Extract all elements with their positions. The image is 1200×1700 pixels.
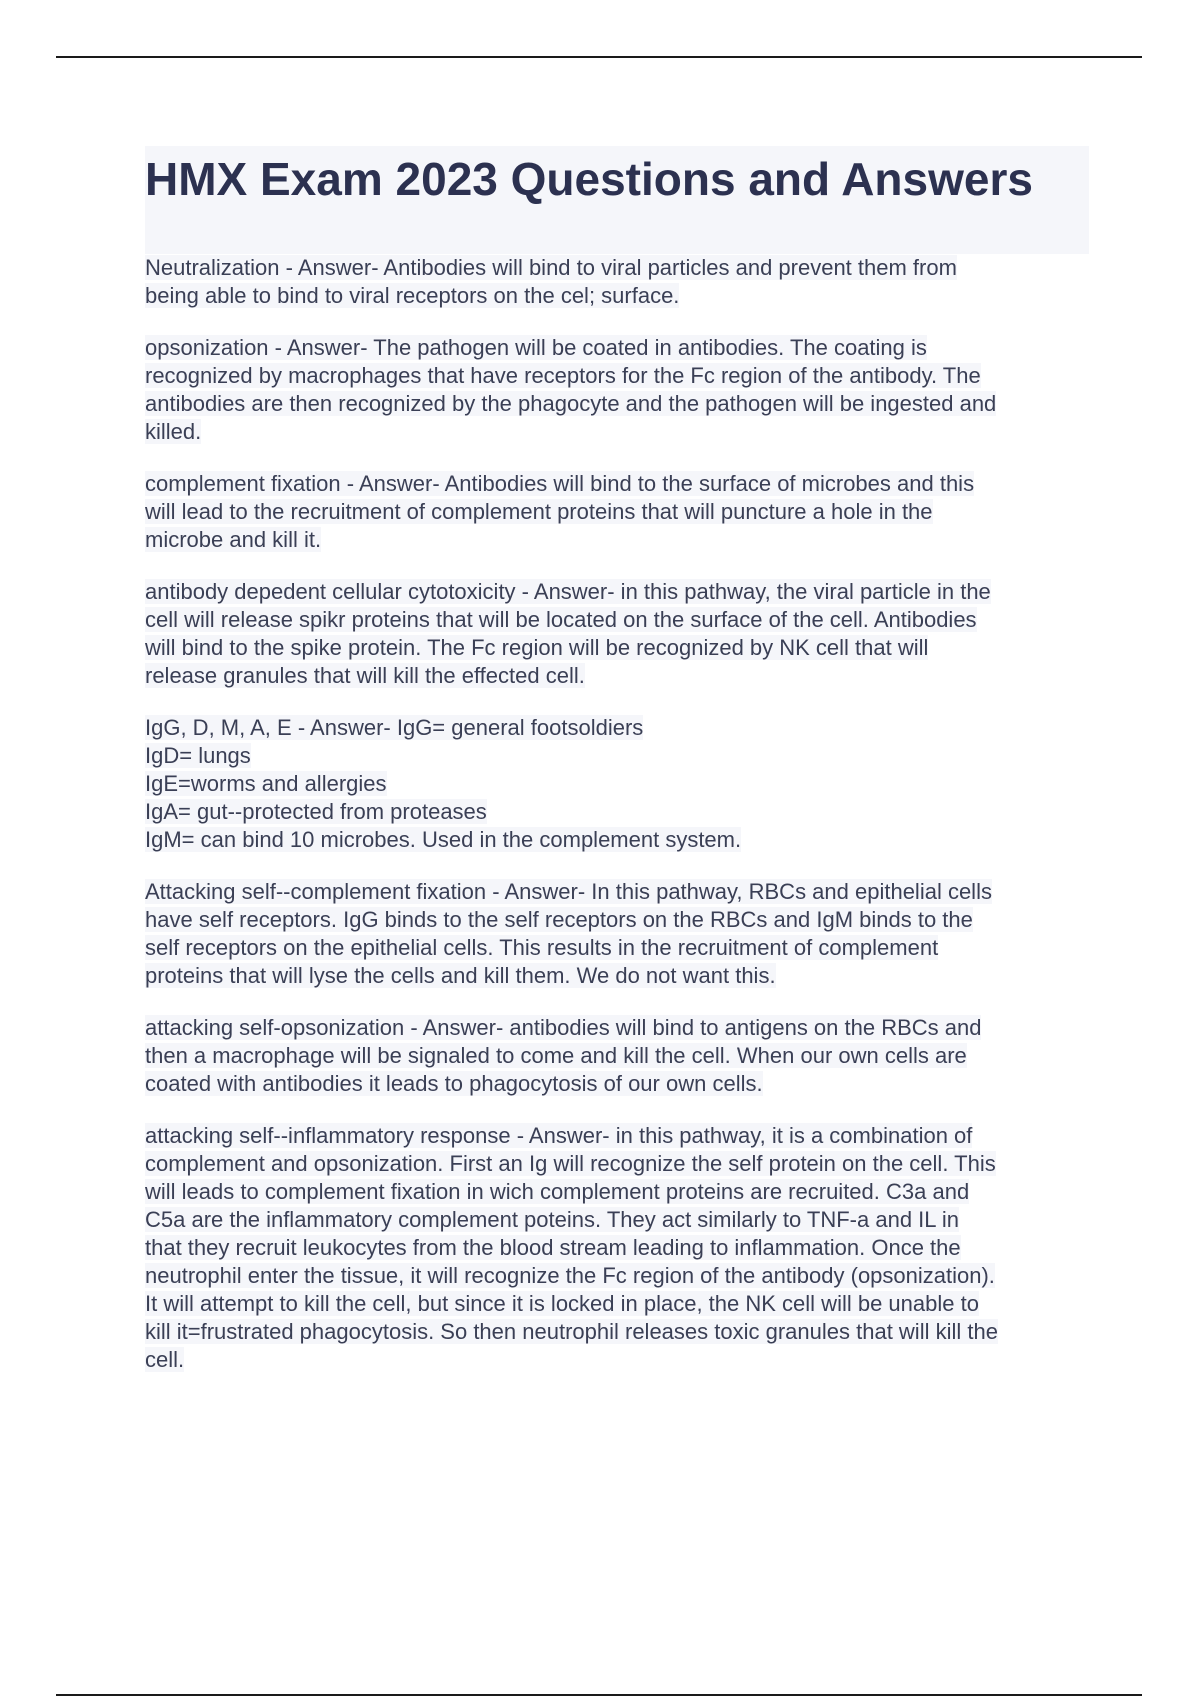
qa-entry-line — [145, 634, 1089, 662]
qa-entry-line — [145, 962, 1089, 990]
qa-entry-line — [145, 934, 1089, 962]
qa-entry-text: opsonization - Answer- The pathogen will be coated in antibodies. The coating is — [145, 335, 927, 360]
qa-entry-text: that they recruit leukocytes from the blood stream leading to inflammation. Once the — [145, 1235, 961, 1260]
qa-entry-text: antibody depedent cellular cytotoxicity - Answer- in this pathway, the viral particle in the — [145, 579, 991, 604]
qa-entry-text: Neutralization - Answer- Antibodies will bind to viral particles and prevent them from — [145, 255, 957, 280]
qa-entry-line — [145, 578, 1089, 606]
qa-entry-line — [145, 606, 1089, 634]
qa-entry-text: antibodies are then recognized by the phagocyte and the pathogen will be ingested and — [145, 391, 997, 416]
qa-entry-text: C5a are the inflammatory complement poteins. They act similarly to TNF-a and IL in — [145, 1207, 959, 1232]
qa-entry-text: Attacking self--complement fixation - Answer- In this pathway, RBCs and epithelial cells — [145, 879, 992, 904]
qa-entry-line — [145, 470, 1089, 498]
qa-entry-line — [145, 1150, 1089, 1178]
qa-entry-line — [145, 1206, 1089, 1234]
qa-entry-line — [145, 878, 1089, 906]
qa-entry-text: microbe and kill it. — [145, 527, 322, 552]
qa-entry-line — [145, 1070, 1089, 1098]
page-title: HMX Exam 2023 Questions and Answers — [145, 153, 1033, 205]
qa-entry-text: IgM= can bind 10 microbes. Used in the complement system. — [145, 827, 742, 852]
qa-entry-line — [145, 526, 1089, 554]
qa-entry-line — [145, 254, 1089, 282]
qa-entry-text: will leads to complement fixation in wich complement proteins are recruited. C3a and — [145, 1179, 970, 1204]
document-body — [145, 146, 1089, 1398]
qa-entry-line — [145, 1122, 1089, 1150]
qa-entry-line — [145, 1346, 1089, 1374]
qa-entry-line — [145, 1014, 1089, 1042]
qa-entry-line — [145, 1318, 1089, 1346]
bottom-rule — [56, 1694, 1142, 1696]
qa-entry-text: complement fixation - Answer- Antibodies will bind to the surface of microbes and this — [145, 471, 975, 496]
qa-entry-text: IgG, D, M, A, E - Answer- IgG= general footsoldiers — [145, 715, 644, 740]
qa-entry — [145, 470, 1089, 554]
qa-entry-text: recognized by macrophages that have receptors for the Fc region of the antibody. The — [145, 363, 981, 388]
qa-entry-line — [145, 1262, 1089, 1290]
qa-entry-line — [145, 418, 1089, 446]
qa-entry-text: kill it=frustrated phagocytosis. So then neutrophil releases toxic granules that will kill the — [145, 1319, 998, 1344]
qa-entry — [145, 1014, 1089, 1098]
qa-entry — [145, 334, 1089, 446]
qa-entry-line — [145, 390, 1089, 418]
qa-entry-text: It will attempt to kill the cell, but since it is locked in place, the NK cell will be unable to — [145, 1291, 979, 1316]
qa-entry-line — [145, 742, 1089, 770]
qa-entry-text: IgA= gut--protected from proteases — [145, 799, 487, 824]
qa-entry-line — [145, 662, 1089, 690]
qa-entry-text: cell. — [145, 1347, 185, 1372]
qa-entry-line — [145, 282, 1089, 310]
qa-entry-line — [145, 1178, 1089, 1206]
qa-entry-line — [145, 798, 1089, 826]
qa-entry-text: release granules that will kill the effected cell. — [145, 663, 585, 688]
qa-entry-text: will lead to the recruitment of complement proteins that will puncture a hole in the — [145, 499, 933, 524]
qa-entry — [145, 578, 1089, 690]
qa-entry — [145, 878, 1089, 990]
qa-entry-text: cell will release spikr proteins that will be located on the surface of the cell. Antibodies — [145, 607, 977, 632]
top-rule — [56, 56, 1142, 58]
qa-entry-line — [145, 334, 1089, 362]
qa-entry-text: self receptors on the epithelial cells. This results in the recruitment of complement — [145, 935, 939, 960]
qa-entry-line — [145, 714, 1089, 742]
qa-entry-text: have self receptors. IgG binds to the self receptors on the RBCs and IgM binds to the — [145, 907, 973, 932]
qa-entry — [145, 254, 1089, 310]
qa-entry-line — [145, 1290, 1089, 1318]
qa-entry-text: killed. — [145, 419, 202, 444]
qa-entry-text: complement and opsonization. First an Ig will recognize the self protein on the cell. This — [145, 1151, 996, 1176]
qa-entry-text: being able to bind to viral receptors on the cel; surface. — [145, 283, 680, 308]
qa-entry-text: IgE=worms and allergies — [145, 771, 387, 796]
qa-entry-line — [145, 826, 1089, 854]
qa-entry-text: proteins that will lyse the cells and kill them. We do not want this. — [145, 963, 776, 988]
qa-entry-text: then a macrophage will be signaled to come and kill the cell. When our own cells are — [145, 1043, 967, 1068]
qa-entry-text: attacking self--inflammatory response - Answer- in this pathway, it is a combination of — [145, 1123, 973, 1148]
qa-entry — [145, 1122, 1089, 1374]
qa-entry-text: neutrophil enter the tissue, it will recognize the Fc region of the antibody (opsonization). — [145, 1263, 995, 1288]
qa-entry-line — [145, 770, 1089, 798]
qa-entry-line — [145, 1042, 1089, 1070]
qa-entry-line — [145, 498, 1089, 526]
qa-list — [145, 254, 1089, 1374]
qa-entry-text: IgD= lungs — [145, 743, 251, 768]
qa-entry-line — [145, 906, 1089, 934]
qa-entry-line — [145, 1234, 1089, 1262]
qa-entry-text: will bind to the spike protein. The Fc region will be recognized by NK cell that will — [145, 635, 929, 660]
qa-entry — [145, 714, 1089, 854]
qa-entry-text: attacking self-opsonization - Answer- antibodies will bind to antigens on the RBCs and — [145, 1015, 982, 1040]
qa-entry-text: coated with antibodies it leads to phagocytosis of our own cells. — [145, 1071, 763, 1096]
title-block — [145, 146, 1089, 254]
qa-entry-line — [145, 362, 1089, 390]
